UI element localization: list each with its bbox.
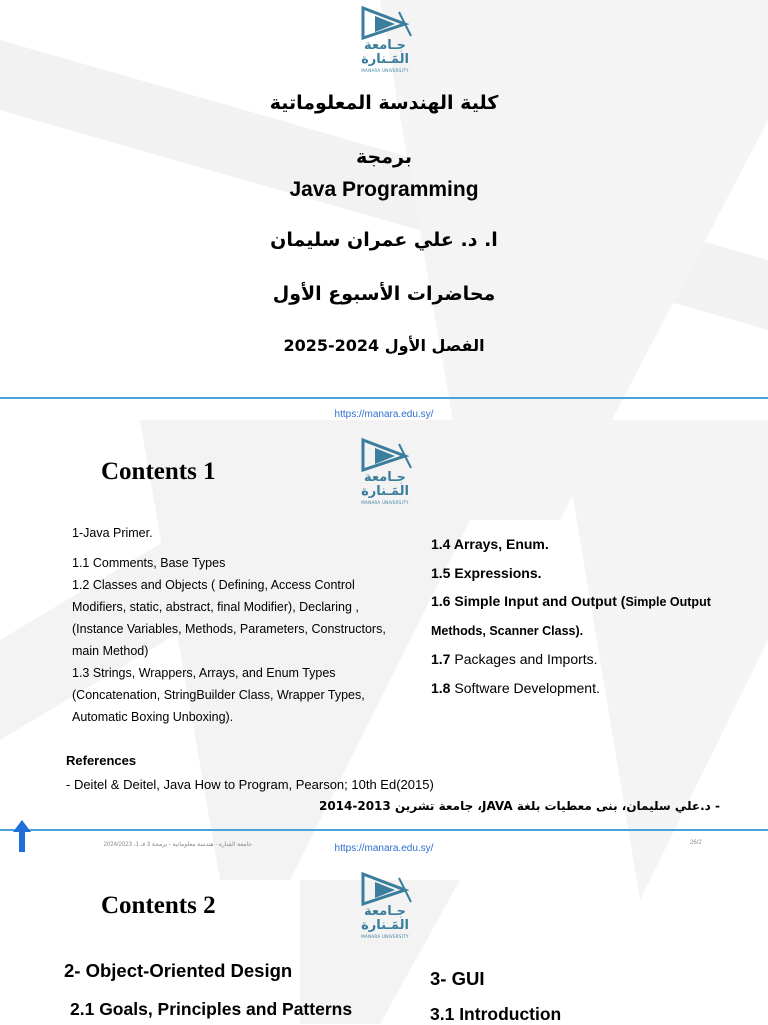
- university-logo: [355, 872, 415, 944]
- item-1-2a: 1.2 Classes and Objects ( Defining, Access Control: [72, 578, 355, 592]
- item-1: 1-Java Primer.: [72, 526, 153, 540]
- item-1-3b: (Concatenation, StringBuilder Class, Wrapper Types,: [72, 688, 365, 702]
- item-1-6-cont: Methods, Scanner Class).: [431, 623, 584, 638]
- website-link[interactable]: https://manara.edu.sy/: [334, 843, 434, 854]
- contents-left-column: [72, 522, 422, 728]
- logo-ar-line1: جـامعة: [364, 470, 406, 485]
- contents-right-column: [431, 530, 767, 702]
- item-1-7-num: 1.7: [431, 651, 451, 667]
- logo-ar-line2: المَـنارة: [361, 52, 409, 67]
- section-3-1: 3.1 Introduction: [430, 1004, 562, 1024]
- course-title-ar: برمجة: [356, 146, 412, 168]
- item-1-6-sub: Simple Output: [625, 595, 711, 609]
- item-1-6: [431, 587, 767, 617]
- course-title-en: Java Programming: [289, 178, 479, 201]
- faculty-name: كلية الهندسة المعلوماتية: [269, 92, 499, 114]
- contents-2-slide: [0, 862, 768, 1024]
- item-1-5: 1.5 Expressions.: [431, 564, 542, 581]
- logo-ar-line1: جـامعة: [364, 904, 406, 919]
- item-1-8-num: 1.8: [431, 679, 451, 696]
- item-1-7-text: Packages and Imports.: [450, 651, 598, 667]
- logo-ar-line2: المَـنارة: [361, 484, 409, 499]
- lectures-title: محاضرات الأسبوع الأول: [272, 283, 496, 305]
- logo-en: MANARA UNIVERSITY: [361, 934, 409, 939]
- logo-ar-line1: جـامعة: [364, 38, 406, 53]
- reference-2: - د.علي سليمان، بنى معطيات بلغة JAVA، جامعة تشرين 2013-2014: [318, 799, 720, 813]
- slide-title: Contents 1: [101, 458, 216, 485]
- item-1-8: [431, 674, 767, 703]
- item-1-8-text: Software Development.: [450, 679, 600, 696]
- logo-mark-icon: [355, 438, 415, 472]
- item-1-2d: main Method): [72, 644, 149, 658]
- university-logo: [355, 438, 415, 510]
- item-1-7: [431, 645, 767, 674]
- university-logo: [355, 6, 415, 78]
- item-1-2c: (Instance Variables, Methods, Parameters, Constructors,: [72, 622, 386, 636]
- logo-mark-icon: [355, 872, 415, 906]
- section-2-heading: 2- Object-Oriented Design: [64, 960, 293, 981]
- footer-course-info: جامعة المَنارة - هندسة معلوماتية - برمجة 3 فـ 1، 2024/2023: [103, 842, 252, 848]
- item-1-6-head: 1.6 Simple Input and Output (: [431, 593, 626, 609]
- item-1-4: 1.4 Arrays, Enum.: [431, 536, 549, 552]
- item-1-1: 1.1 Comments, Base Types: [72, 556, 226, 570]
- logo-en: MANARA UNIVERSITY: [361, 68, 409, 73]
- item-1-3c: Automatic Boxing Unboxing).: [72, 710, 234, 724]
- website-link[interactable]: https://manara.edu.sy/: [334, 409, 434, 420]
- section-2-1: 2.1 Goals, Principles and Patterns: [70, 999, 353, 1019]
- lecturer-name: ا. د. علي عمران سليمان: [270, 229, 498, 251]
- page-number: 26/2: [690, 840, 702, 846]
- up-arrow-icon[interactable]: [12, 820, 32, 852]
- logo-mark-icon: [355, 6, 415, 40]
- references-heading: References: [66, 753, 137, 768]
- item-1-2b: Modifiers, static, abstract, final Modifier), Declaring ,: [72, 600, 359, 614]
- slide-title: Contents 2: [101, 892, 216, 919]
- semester: الفصل الأول 2024-2025: [283, 336, 485, 355]
- logo-en: MANARA UNIVERSITY: [361, 500, 409, 505]
- title-slide: [0, 0, 768, 400]
- section-3-heading: 3- GUI: [430, 968, 485, 989]
- item-1-3a: 1.3 Strings, Wrappers, Arrays, and Enum Types: [72, 666, 336, 680]
- logo-ar-line2: المَـنارة: [361, 918, 409, 933]
- reference-1: - Deitel & Deitel, Java How to Program, Pearson; 10th Ed(2015): [66, 777, 434, 792]
